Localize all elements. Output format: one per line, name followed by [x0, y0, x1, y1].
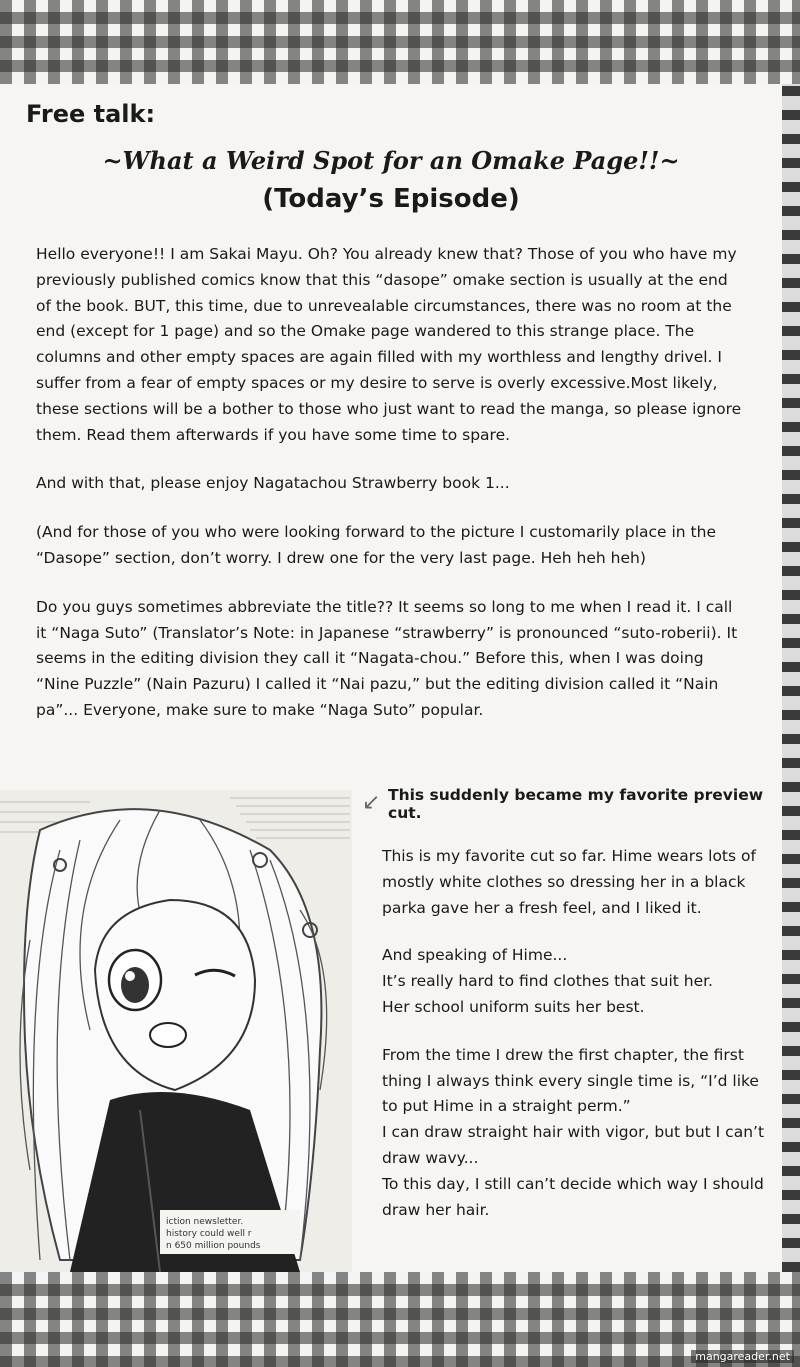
hime-illustration [0, 790, 352, 1272]
paragraph-enjoy: And with that, please enjoy Nagatachou Strawberry book 1... [36, 474, 510, 493]
side-paragraph-favorite: This is my favorite cut so far. Hime wears lots of mostly white clothes so dressing her in a black parka gave her a fresh feel, and I liked it. [382, 847, 756, 917]
paragraph-title-abbreviation: Do you guys sometimes abbreviate the title?? It seems so long to me when I read it. I call it “Naga Suto” (Translator’s Note: in Japanese “strawberry” is pronounced “suto-roberii). It seems in the editing division they call it “Nagata-chou.” Before this, when I was doing “Nine Puzzle” (Nain Pazuru) I called it “Nai pazu,” but the editing division called it “Nain pa”... Everyone, make sure to make “Naga Suto” popular. [36, 597, 738, 719]
arrow-icon: ↙ [362, 790, 381, 815]
right-edge-strip [782, 84, 800, 1272]
gingham-border-bottom [0, 1272, 800, 1367]
episode-heading: (Today’s Episode) [262, 184, 520, 214]
newspaper-line-1: iction newsletter. [166, 1217, 244, 1227]
free-talk-heading: Free talk: [26, 100, 156, 128]
side-paragraph-hime: And speaking of Hime... It’s really hard to find clothes that suit her. Her school uniform suits her best. [382, 946, 713, 1016]
side-text [382, 844, 778, 1245]
paragraph-picture-note: (And for those of you who were looking forward to the picture I customarily place in the “Dasope” section, don’t worry. I drew one for the very last page. Heh heh heh) [36, 523, 716, 567]
site-watermark: mangareader.net [691, 1350, 794, 1363]
omake-page [0, 84, 782, 1272]
side-paragraph-hair: From the time I drew the first chapter, the first thing I always think every single time is, “I’d like to put Hime in a straight perm.” I can draw straight hair with vigor, but but I can’t draw wavy... To this day, I still can’t decide which way I should draw her hair. [382, 1045, 765, 1219]
gingham-border-top [0, 0, 800, 84]
preview-caption: This suddenly became my favorite preview cut. [388, 786, 764, 822]
hime-drawing [0, 790, 352, 1272]
omake-subtitle: ~What a Weird Spot for an Omake Page!!~ [102, 146, 680, 175]
newspaper-line-2: history could well r [166, 1229, 252, 1239]
main-text [36, 242, 746, 747]
paragraph-intro: Hello everyone!! I am Sakai Mayu. Oh? You already knew that? Those of you who have my previously published comics know that this “dasope” omake section is usually at the end of the book. BUT, this time, due to unrevealable circumstances, there was no room at the end (except for 1 page) and so the Omake page wandered to this strange place. The columns and other empty spaces are again filled with my worthless and lengthy drivel. I suffer from a fear of empty spaces or my desire to serve is overly excessive.Most likely, these sections will be a bother to those who just want to read the manga, so please ignore them. Read them afterwards if you have some time to spare. [36, 245, 742, 444]
newspaper-line-3: n 650 million pounds [166, 1241, 261, 1251]
